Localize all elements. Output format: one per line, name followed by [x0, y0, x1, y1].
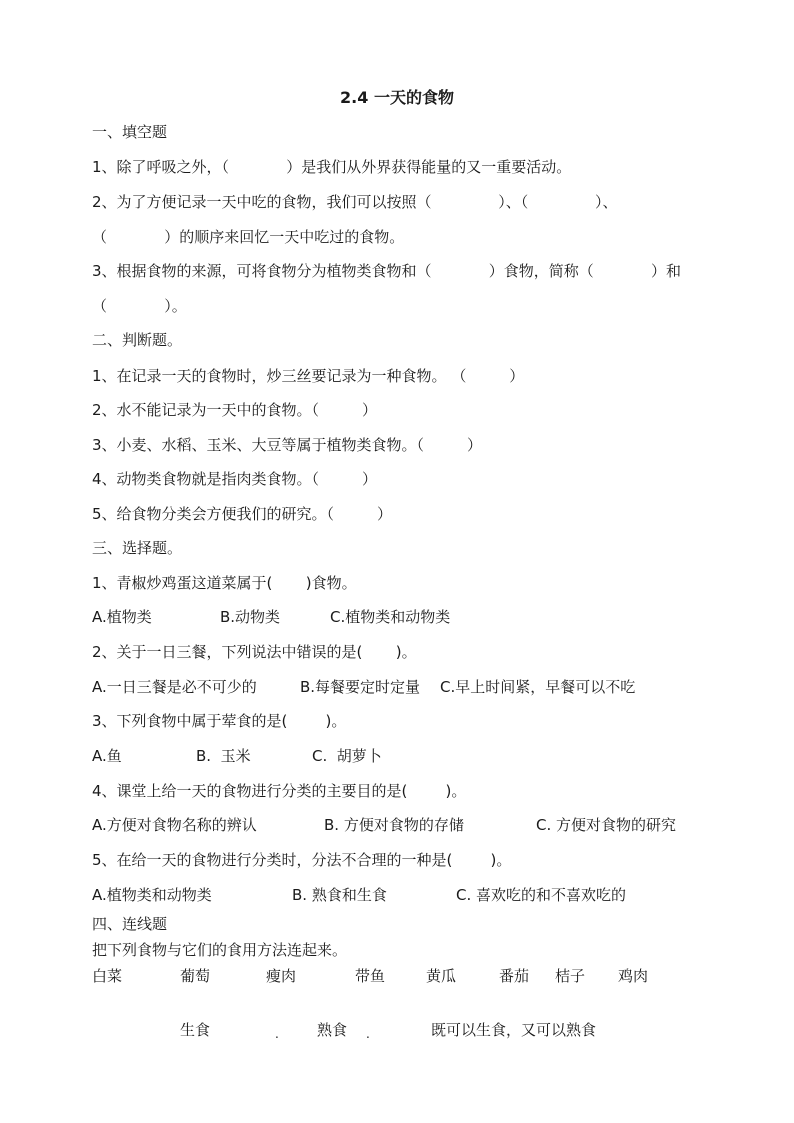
judge-question-4: 4、动物类食物就是指肉类食物。（ ） [92, 470, 377, 488]
section-heading-fill: 一、填空题 [92, 123, 168, 141]
choice-5-option-a: A.植物类和动物类 [92, 886, 212, 904]
match-food-item: 带鱼 [355, 967, 386, 985]
choice-question-1: 1、青椒炒鸡蛋这道菜属于( )食物。 [92, 574, 357, 592]
section-heading-choice: 三、选择题。 [92, 539, 183, 557]
choice-3-option-a: A.鱼 [92, 747, 122, 765]
choice-question-5: 5、在给一天的食物进行分类时，分法不合理的一种是( )。 [92, 851, 512, 869]
match-dot: . [366, 1027, 370, 1041]
fill-question-3-line-2: （ ）。 [92, 297, 187, 315]
match-instruction: 把下列食物与它们的食用方法连起来。 [92, 941, 348, 959]
fill-question-1: 1、除了呼吸之外，（ ）是我们从外界获得能量的又一重要活动。 [92, 158, 572, 176]
judge-question-1: 1、在记录一天的食物时，炒三丝要记录为一种食物。 （ ） [92, 367, 525, 385]
choice-4-option-a: A.方便对食物名称的辨认 [92, 816, 257, 834]
page-title: 2.4 一天的食物 [340, 88, 454, 107]
match-method-cooked: 熟食 [317, 1021, 348, 1039]
choice-2-option-a: A.一日三餐是必不可少的 [92, 678, 257, 696]
choice-4-option-c: C. 方便对食物的研究 [536, 816, 677, 834]
choice-3-option-b: B. 玉米 [196, 747, 251, 765]
match-method-both: 既可以生食，又可以熟食 [431, 1021, 597, 1039]
match-food-item: 瘦肉 [266, 967, 297, 985]
fill-question-3-line-1: 3、根据食物的来源，可将食物分为植物类食物和（ ）食物，简称（ ）和 [92, 262, 681, 280]
match-food-item: 葡萄 [180, 967, 211, 985]
match-dot: . [275, 1027, 279, 1041]
choice-2-option-b: B.每餐要定时定量 [300, 678, 421, 696]
choice-2-option-c: C.早上时间紧，早餐可以不吃 [440, 678, 636, 696]
judge-question-3: 3、小麦、水稻、玉米、大豆等属于植物类食物。（ ） [92, 436, 482, 454]
choice-question-2: 2、关于一日三餐，下列说法中错误的是( )。 [92, 643, 417, 661]
choice-1-option-b: B.动物类 [220, 608, 281, 626]
section-heading-judge: 二、判断题。 [92, 331, 183, 349]
choice-4-option-b: B. 方便对食物的存储 [324, 816, 464, 834]
judge-question-5: 5、给食物分类会方便我们的研究。（ ） [92, 505, 392, 523]
choice-1-option-c: C.植物类和动物类 [330, 608, 451, 626]
match-method-raw: 生食 [180, 1021, 211, 1039]
choice-5-option-c: C. 喜欢吃的和不喜欢吃的 [456, 886, 627, 904]
choice-question-4: 4、课堂上给一天的食物进行分类的主要目的是( )。 [92, 782, 467, 800]
choice-question-3: 3、下列食物中属于荤食的是( )。 [92, 712, 347, 730]
match-food-item: 鸡肉 [618, 967, 649, 985]
judge-question-2: 2、水不能记录为一天中的食物。（ ） [92, 401, 377, 419]
fill-question-2-line-1: 2、为了方便记录一天中吃的食物，我们可以按照（ ）、（ ）、 [92, 193, 618, 211]
match-food-item: 番茄 [499, 967, 530, 985]
match-food-item: 桔子 [555, 967, 586, 985]
section-heading-match: 四、连线题 [92, 915, 168, 933]
choice-5-option-b: B. 熟食和生食 [292, 886, 387, 904]
match-food-item: 黄瓜 [426, 967, 457, 985]
match-food-item: 白菜 [92, 967, 123, 985]
choice-3-option-c: C. 胡萝卜 [312, 747, 382, 765]
choice-1-option-a: A.植物类 [92, 608, 152, 626]
fill-question-2-line-2: （ ）的顺序来回忆一天中吃过的食物。 [92, 228, 405, 246]
